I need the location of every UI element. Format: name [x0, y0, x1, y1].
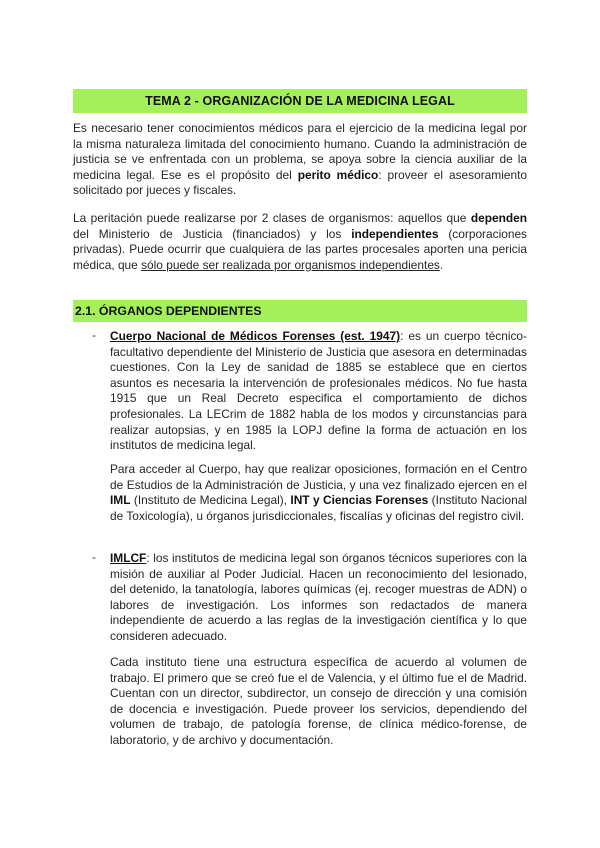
item-text: (Instituto Nacional de Toxicología), u órganos jurisdiccionales, fiscalías y oficinas del registro civil. [110, 493, 527, 523]
item-text: (Instituto de Medicina Legal), [130, 493, 291, 508]
cuerpo-nacional-heading: Cuerpo Nacional de Médicos Forenses (est. 1947) [110, 329, 401, 343]
intro-text: La peritación puede realizarse por 2 clases de organismos: aquellos que [73, 211, 471, 225]
int-term: INT y Ciencias Forenses [290, 493, 429, 508]
item-text: : los institutos de medicina legal son órganos técnicos superiores con la misión de auxiliar al Poder Judicial. Hacen un reconocimiento del lesionado, del detenido, la tanatología, labores químicas (ej. recoger muestras de ADN) o labores de investigación. Los informes son redactados de manera independiente de acuerdo a las reglas de la investigación científica y lo que consideren adecuado. [110, 551, 527, 643]
list-item [110, 329, 527, 454]
intro-text: . [439, 257, 444, 272]
intro-text: : proveer el asesoramiento solicitado por jueces y fiscales. [73, 167, 527, 198]
perito-medico-term: perito médico [297, 167, 379, 182]
list-bullet: - [92, 550, 96, 564]
section-heading: 2.1. ÓRGANOS DEPENDIENTES [73, 300, 527, 322]
intro-paragraph-2 [73, 211, 527, 273]
intro-paragraph-1 [73, 121, 527, 199]
list-item-continuation: Cada instituto tiene una estructura específica de acuerdo al volumen de trabajo. El primero que se creó fue el de Valencia, y el último fue el de Madrid. Cuentan con un director, subdirector, un consejo de dirección y una comisión de docencia e investigación. Puede proveer los servicios, dependiendo del volumen de trabajo, de patología forense, de clínica médico-forense, de laboratorio, y de archivo y documentación. [110, 655, 527, 747]
dependen-term: dependen [470, 211, 527, 225]
list-item-continuation [110, 462, 527, 524]
list-bullet: - [92, 328, 96, 342]
intro-text: Es necesario tener conocimientos médicos para el ejercicio de la medicina legal por la misma naturaleza limitada del conocimiento humano. Cuando la administración de justicia se ve enfrentada con un problema, se apoya sobre la ciencia auxiliar de la medicina legal. Ese es el propósito del [73, 121, 527, 182]
independientes-term: independientes [351, 226, 439, 241]
item-text: Para acceder al Cuerpo, hay que realizar oposiciones, formación en el Centro de Estudios de la Administración de Justicia, y una vez finalizado ejercen en el [110, 462, 527, 492]
page-title: TEMA 2 - ORGANIZACIÓN DE LA MEDICINA LEGAL [73, 89, 527, 113]
imlcf-heading: IMLCF [110, 551, 147, 565]
iml-term: IML [110, 493, 131, 508]
intro-text: del Ministerio de Justicia (financiados) y los [73, 226, 352, 241]
item-text: : es un cuerpo técnico-facultativo dependiente del Ministerio de Justicia que asesora en determinadas cuestiones. Con la Ley de sanidad de 1885 se establece que en ciertos asuntos es necesaria la intervención de profesionales médicos. No fue hasta 1915 que un Real Decreto especifica el comportamiento de dichos profesionales. La LECrim de 1882 habla de los modos y circunstancias para realizar autopsias, y en 1985 la LOPJ define la forma de actuación en los institutos de medicina legal. [110, 329, 527, 453]
underlined-phrase: sólo puede ser realizada por organismos independientes [141, 257, 440, 272]
list-item [110, 551, 527, 645]
intro-text: (corporaciones privadas). Puede ocurrir que cualquiera de las partes procesales aporten una pericia médica, que [73, 226, 527, 272]
